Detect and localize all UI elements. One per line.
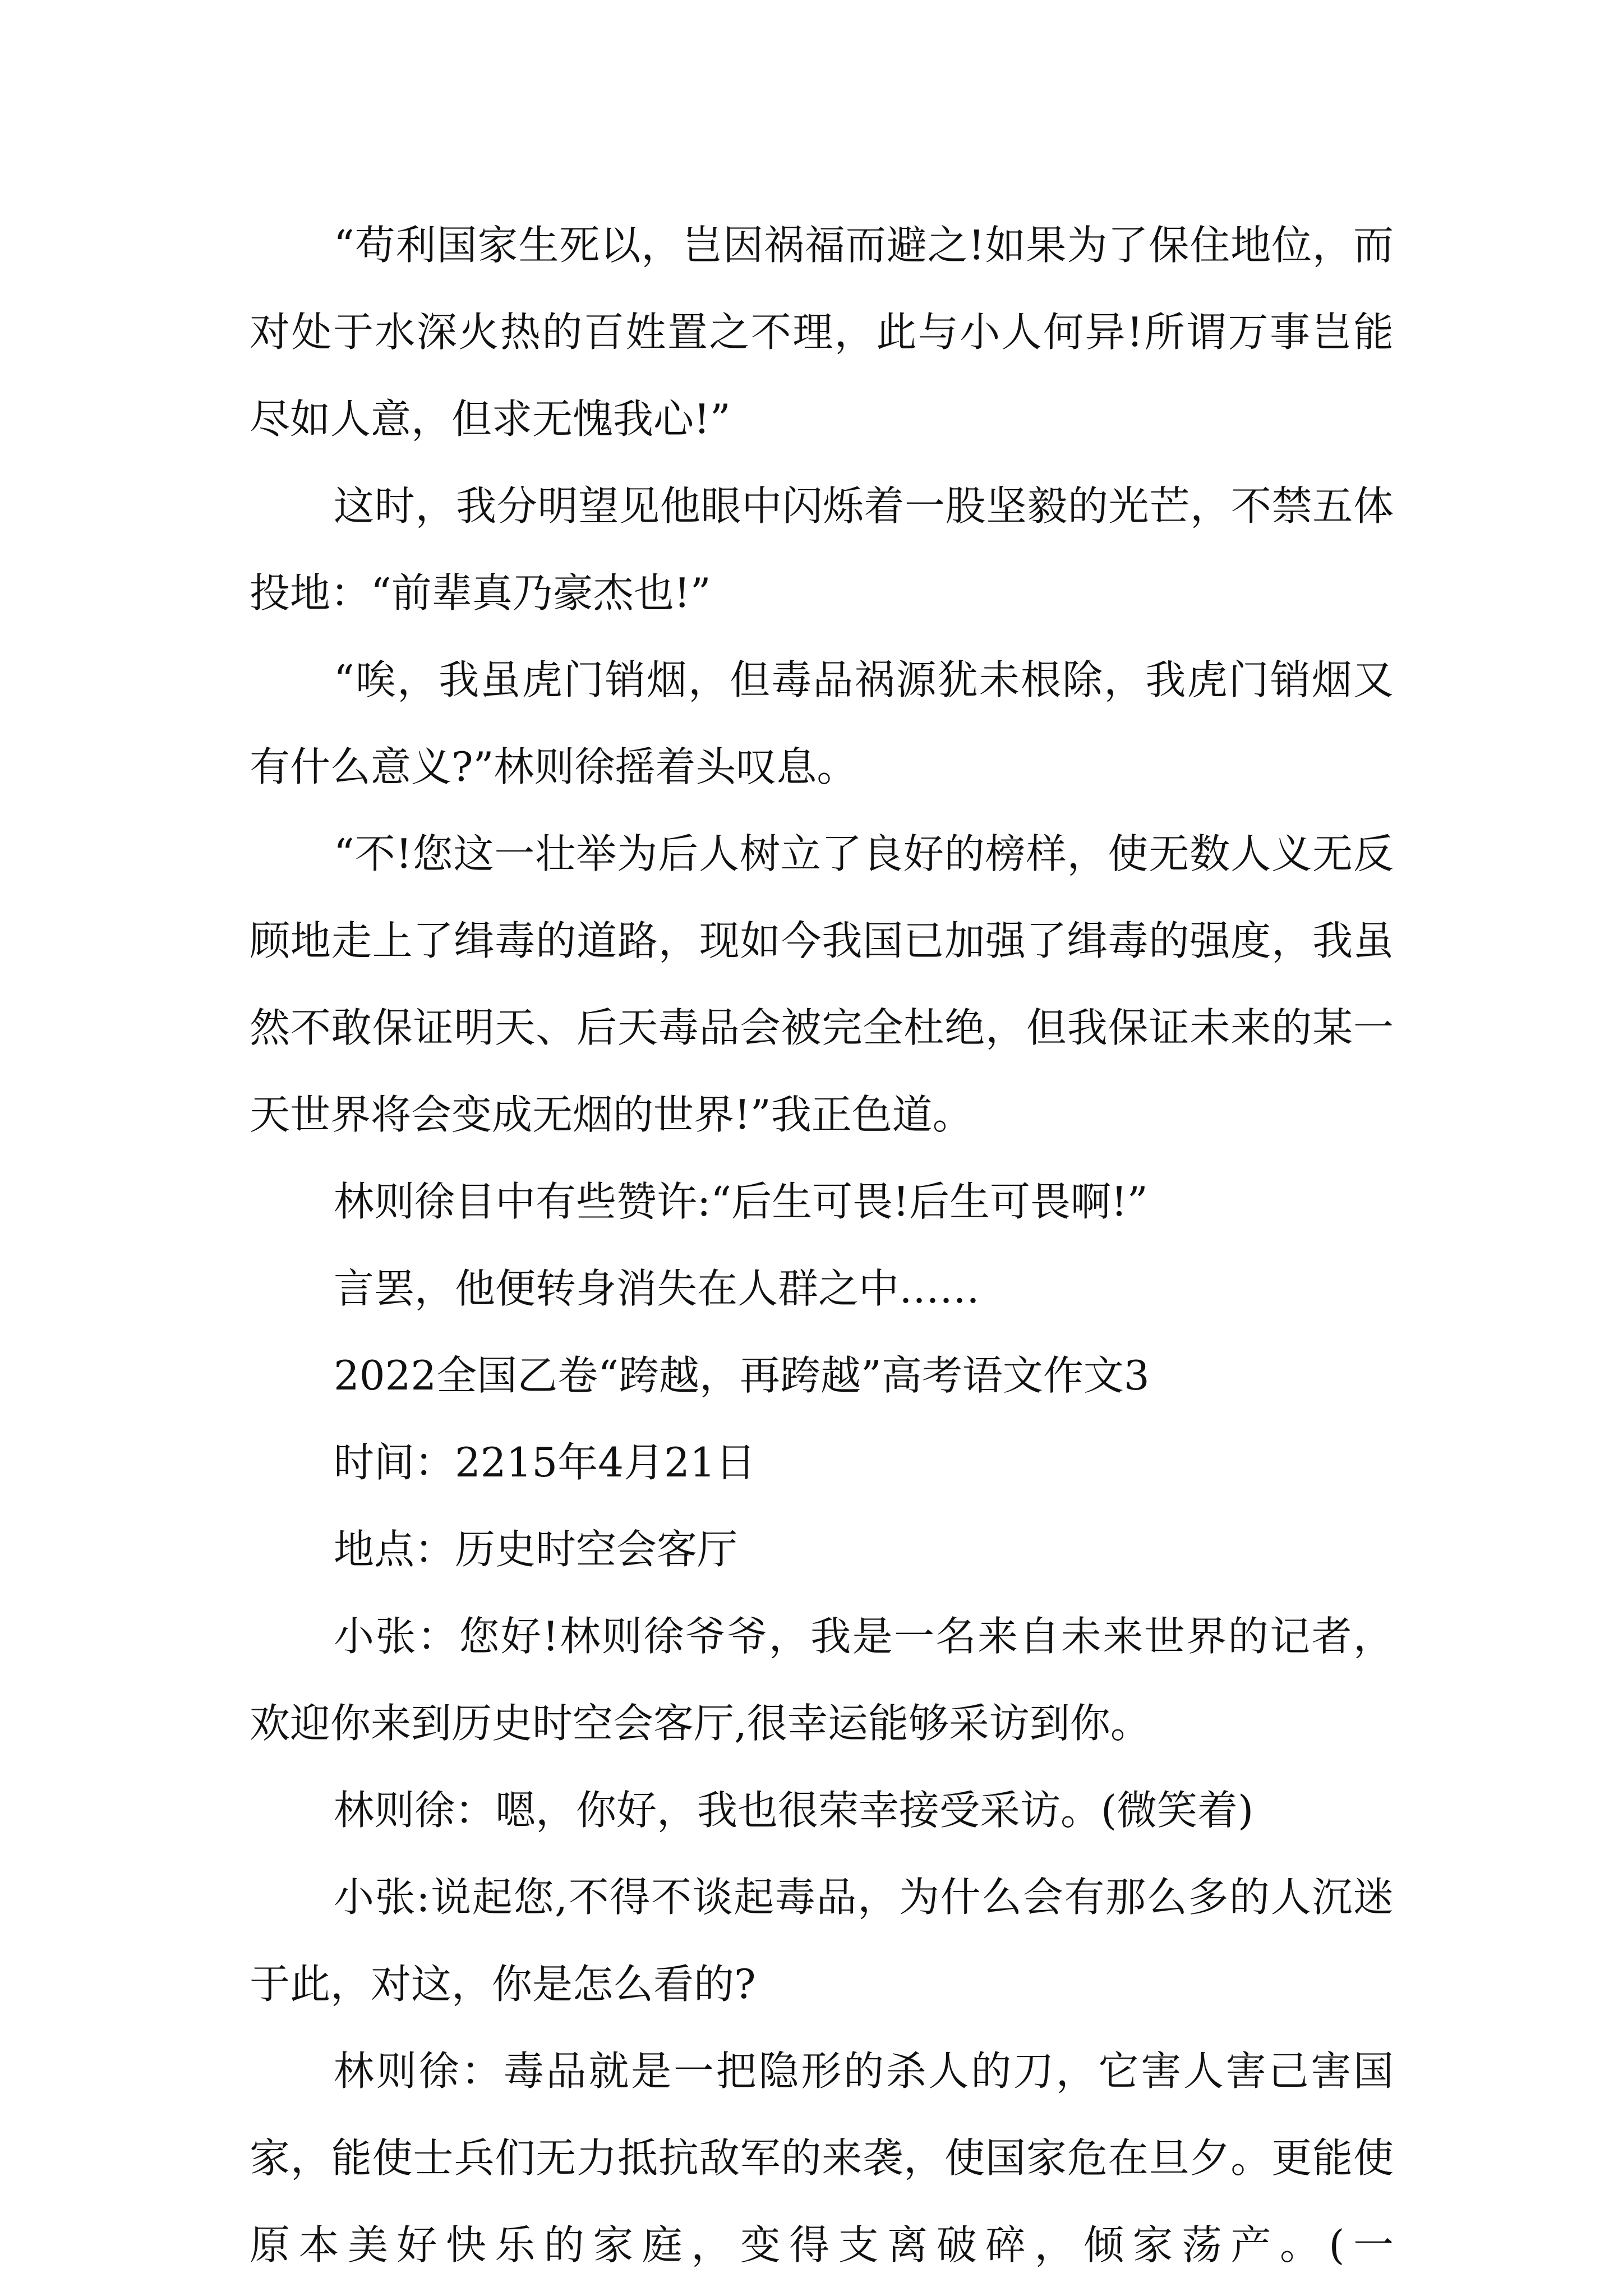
paragraph-sigh: “唉，我虽虎门销烟，但毒品祸源犹未根除，我虎门销烟又有什么意义?”林则徐摇着头叹息。 (250, 656, 1394, 790)
dialogue-xiaozhang-1: 小张：您好!林则徐爷爷，我是一名来自未来世界的记者，欢迎你来到历史时空会客厅,很幸运能够采访到你。 (250, 1613, 1394, 1747)
dialogue-lin-2: 林则徐：毒品就是一把隐形的杀人的刀，它害人害己害国家，能使士兵们无力抵抗敌军的来袭，使国家危在旦夕。更能使原本美好快乐的家庭，变得支离破碎，倾家荡产。(一 (250, 2047, 1394, 2269)
essay-time: 时间：2215年4月21日 (334, 1439, 756, 1486)
essay-place: 地点：历史时空会客厅 (334, 1526, 738, 1573)
essay-heading: 2022全国乙卷“跨越，再跨越”高考语文作文3 (334, 1352, 1150, 1399)
paragraph-vanish: 言罢，他便转身消失在人群之中…… (334, 1265, 980, 1312)
paragraph-praise: 林则徐目中有些赞许:“后生可畏!后生可畏啊!” (334, 1178, 1148, 1225)
dialogue-lin-1: 林则徐：嗯，你好，我也很荣幸接受采访。(微笑着) (334, 1787, 1254, 1834)
paragraph-admiration: 这时，我分明望见他眼中闪烁着一股坚毅的光芒，不禁五体投地：“前辈真乃豪杰也!” (250, 482, 1394, 616)
paragraph-quote-lin: “苟利国家生死以，岂因祸福而避之!如果为了保住地位，而对处于水深火热的百姓置之不理，此与小人何异!所谓万事岂能尽如人意，但求无愧我心!” (250, 222, 1394, 443)
document-body (250, 202, 1394, 2289)
dialogue-xiaozhang-2: 小张:说起您,不得不谈起毒品，为什么会有那么多的人沉迷于此，对这，你是怎么看的? (250, 1874, 1394, 2008)
paragraph-reply: “不!您这一壮举为后人树立了良好的榜样，使无数人义无反顾地走上了缉毒的道路，现如今我国已加强了缉毒的强度，我虽然不敢保证明天、后天毒品会被完全杜绝，但我保证未来的某一天世界将会变成无烟的世界!”我正色道。 (250, 830, 1394, 1138)
